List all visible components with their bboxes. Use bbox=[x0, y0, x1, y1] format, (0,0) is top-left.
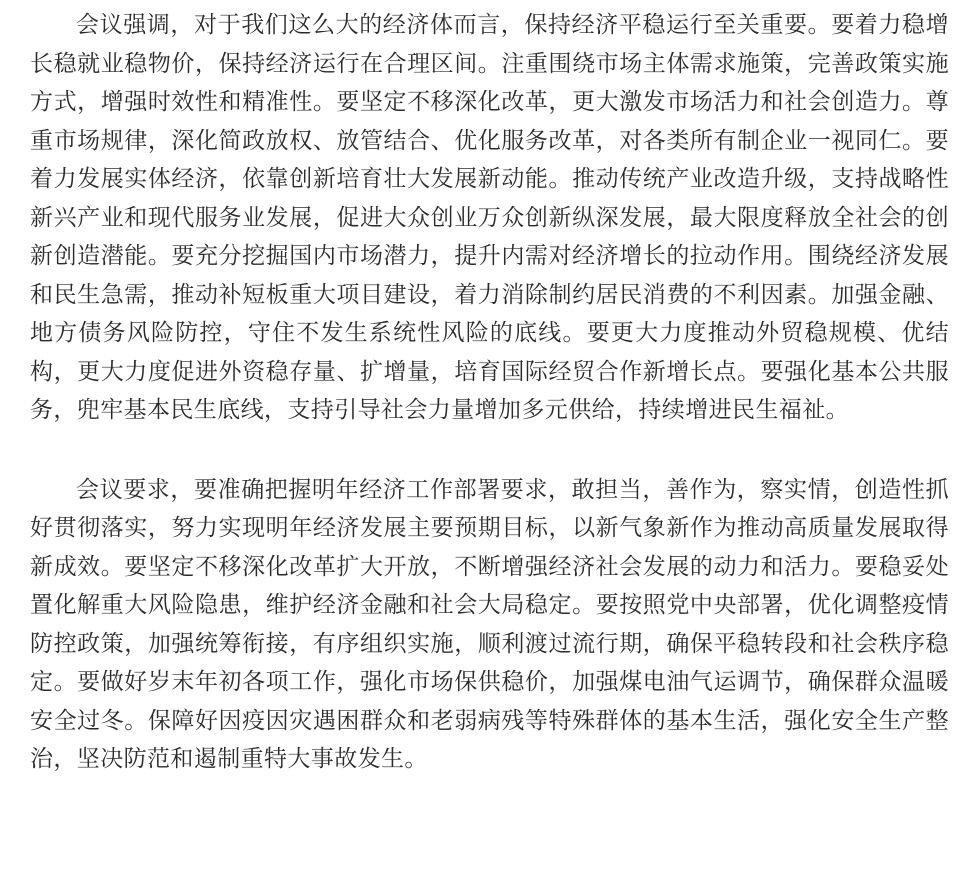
article-paragraph-2: 会议要求，要准确把握明年经济工作部署要求，敢担当，善作为，察实情，创造性抓好贯彻落实，努力实现明年经济发展主要预期目标，以新气象新作为推动高质量发展取得新成效。要坚定不移深化改革扩大开放，不断增强经济社会发展的动力和活力。要稳妥处置化解重大风险隐患，维护经济金融和社会大局稳定。要按照党中央部署，优化调整疫情防控政策，加强统筹衔接，有序组织实施，顺利渡过流行期，确保平稳转段和社会秩序稳定。要做好岁末年初各项工作，强化市场保供稳价，加强煤电油气运调节，确保群众温暖安全过冬。保障好因疫因灾遇困群众和老弱病残等特殊群体的基本生活，强化安全生产整治，坚决防范和遏制重特大事故发生。 bbox=[30, 476, 949, 772]
article-paragraph-1: 会议强调，对于我们这么大的经济体而言，保持经济平稳运行至关重要。要着力稳增长稳就业稳物价，保持经济运行在合理区间。注重围绕市场主体需求施策，完善政策实施方式，增强时效性和精准性。要坚定不移深化改革，更大激发市场活力和社会创造力。尊重市场规律，深化简政放权、放管结合、优化服务改革，对各类所有制企业一视同仁。要着力发展实体经济，依靠创新培育壮大发展新动能。推动传统产业改造升级，支持战略性新兴产业和现代服务业发展，促进大众创业万众创新纵深发展，最大限度释放全社会的创新创造潜能。要充分挖掘国内市场潜力，提升内需对经济增长的拉动作用。围绕经济发展和民生急需，推动补短板重大项目建设，着力消除制约居民消费的不利因素。加强金融、地方债务风险防控，守住不发生系统性风险的底线。要更大力度推动外贸稳规模、优结构，更大力度促进外资稳存量、扩增量，培育国际经贸合作新增长点。要强化基本公共服务，兜牢基本民生底线，支持引导社会力量增加多元供给，持续增进民生福祉。 bbox=[30, 12, 949, 423]
